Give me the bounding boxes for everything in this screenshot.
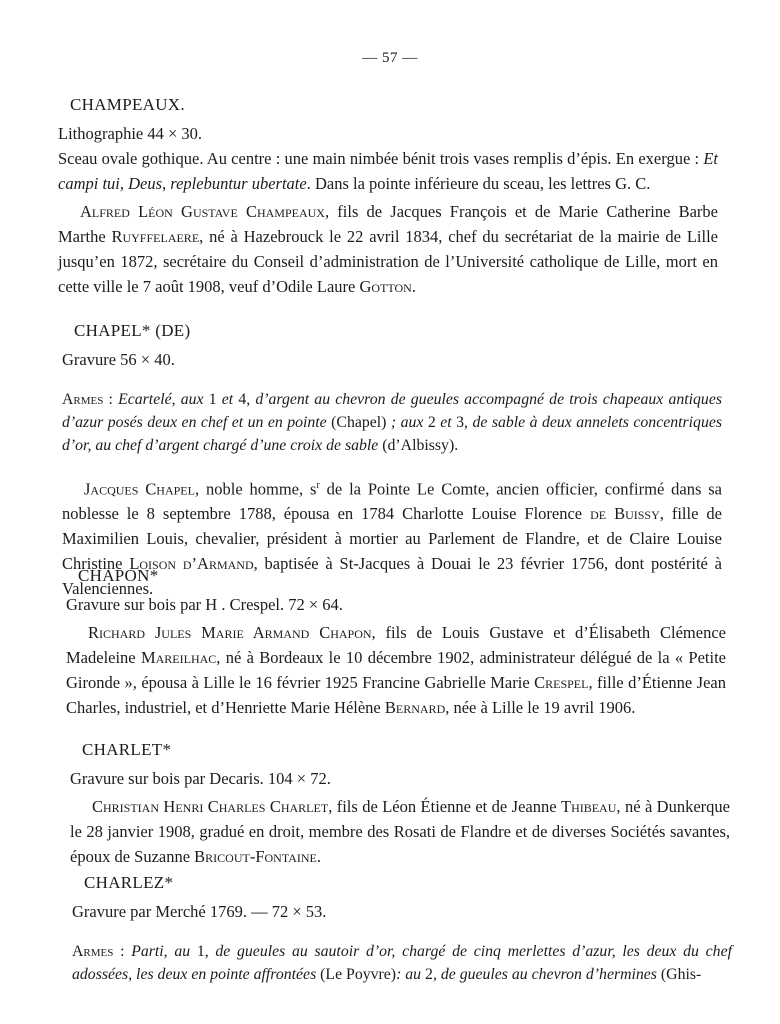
text-run: : xyxy=(103,390,119,408)
text-run: Richard Jules Marie Armand Chapon xyxy=(88,623,372,642)
entry-heading: CHAMPEAUX. xyxy=(70,95,185,114)
text-run: , d’argent au chevron de gueules accompagné de trois chapeaux antiques d’azur posés deux en chef et un en pointe xyxy=(62,390,722,431)
text-run: , xyxy=(119,174,129,193)
entry-biography xyxy=(66,620,726,720)
entry-heading: CHARLET* xyxy=(82,740,172,759)
text-run: Mareilhac xyxy=(140,648,217,667)
text-run: , baptisée à St-Jacques à Douai le 23 février 1756, dont postérité à Valenciennes. xyxy=(62,554,723,599)
text-run: Crespel xyxy=(534,673,589,692)
entry-dimensions: Gravure sur bois par H . Crespel. 72 × 64. xyxy=(66,595,343,614)
text-run: Bernard xyxy=(384,698,446,717)
entry-dimensions: Gravure sur bois par Decaris. 104 × 72. xyxy=(70,769,331,788)
text-run: 4 xyxy=(238,390,247,408)
text-run: r xyxy=(316,479,320,491)
entry-biography xyxy=(70,794,730,869)
text-run: Ruyffelaere xyxy=(111,227,200,246)
text-run: . xyxy=(316,847,321,866)
text-run: 2 xyxy=(425,965,433,983)
text-run: . xyxy=(411,277,416,296)
text-run: Ecartelé, aux xyxy=(118,390,209,408)
text-run: , xyxy=(162,174,171,193)
text-run: replebuntur ubertate xyxy=(170,174,307,193)
text-run: , fils de Léon Étienne et de Jeanne xyxy=(328,797,561,816)
text-run: , de gueules au sautoir d’or, chargé de cinq merlettes d’azur, les deux du chef adossées, les deux en pointe affrontées xyxy=(72,942,732,983)
text-run: : au xyxy=(396,965,426,983)
text-run: Et campi tui xyxy=(58,149,718,193)
text-run: , de gueules au chevron d’hermines xyxy=(432,965,661,983)
text-run: Thibeau xyxy=(560,797,617,816)
text-run: , né à Hazebrouck le 22 avril 1834, chef du secrétariat de la mairie de Lille jusqu’en 1872, secrétaire du Conseil d’administration de l’Université catholique de Lille, mort en cette ville le 7 août 1908, veuf d’Odile Laure xyxy=(58,227,718,296)
text-run: , né à Dunkerque le 28 janvier 1908, gradué en droit, membre des Rosati de Flandre et de diverses Sociétés savantes, époux de Suzanne xyxy=(70,797,730,866)
text-run: , fille de Maximilien Louis, chevalier, président à mortier au Parlement de Flandre, et de Claire Louise Christine xyxy=(62,504,722,574)
entry-armes xyxy=(62,388,722,457)
entry-description xyxy=(58,146,718,196)
entry-dimensions: Gravure par Merché 1769. — 72 × 53. xyxy=(72,902,327,921)
text-run: 3 xyxy=(456,413,465,431)
entry-heading: CHAPON* xyxy=(78,566,159,585)
text-run: , de sable à deux annelets concentriques d’or, au chef d’argent chargé d’une croix de sable xyxy=(62,413,722,454)
text-run: Armes xyxy=(62,390,104,408)
text-run: , fils de Jacques François et de Marie Catherine Barbe Marthe xyxy=(58,202,718,246)
text-run: Parti, au xyxy=(131,942,197,960)
text-run: Bricout-Fontaine xyxy=(194,847,317,866)
text-run: et xyxy=(435,413,457,431)
text-run: . xyxy=(454,436,459,454)
entry-charlez xyxy=(72,873,732,1002)
entry-biography xyxy=(58,199,718,299)
text-run: , fils de Louis Gustave et d’Élisabeth Clémence Madeleine xyxy=(66,623,726,667)
entry-armes xyxy=(72,940,732,986)
text-run: (Le Poyvre) xyxy=(320,965,397,983)
entry-dimensions: Lithographie 44 × 30. xyxy=(58,124,203,143)
page-number: — 57 — xyxy=(362,50,418,66)
text-run: , né à Bordeaux le 10 décembre 1902, administrateur délégué de la « Petite Gironde », épousa à Lille le 16 février 1925 Francine Gabrielle Marie xyxy=(66,648,726,692)
text-run: (Chapel) xyxy=(331,413,387,431)
text-run: Sceau ovale gothique. Au centre : une main nimbée bénit trois vases remplis d’épis. En exergue : xyxy=(58,149,704,168)
text-run: : xyxy=(113,942,132,960)
entry-heading: CHAPEL* (DE) xyxy=(74,321,191,340)
entry-chapon xyxy=(66,566,726,720)
text-run: (Ghis- xyxy=(660,965,702,983)
entry-dimensions: Gravure 56 × 40. xyxy=(62,350,175,369)
text-run: 1 xyxy=(208,390,217,408)
text-run: Deus xyxy=(128,174,163,193)
text-run: Jacques Chapel xyxy=(84,479,195,499)
text-run: Alfred Léon Gustave Champeaux xyxy=(80,202,325,221)
text-run: (d’Albissy) xyxy=(382,436,455,454)
text-run: et xyxy=(216,390,239,408)
entry-champeaux xyxy=(58,95,718,299)
text-run: , noble homme, s xyxy=(194,479,317,499)
text-run: Gotton xyxy=(359,277,412,296)
text-run: de Buissy xyxy=(590,504,660,524)
text-run: 2 xyxy=(427,413,436,431)
entry-chapel xyxy=(62,321,722,601)
text-run: ; aux xyxy=(386,413,428,431)
text-run: Armes xyxy=(72,942,114,960)
text-run: 1 xyxy=(196,942,205,960)
text-run: . Dans la pointe inférieure du sceau, les lettres G. C. xyxy=(306,174,651,193)
text-run: Christian Henri Charles Charlet xyxy=(92,797,329,816)
text-run: de la Pointe Le Comte, ancien officier, confirmé dans sa noblesse le 8 septembre 1788, épousa en 1784 Charlotte Louise Florence xyxy=(62,479,722,524)
text-run: , née à Lille le 19 avril 1906. xyxy=(445,698,636,717)
entry-charlet xyxy=(70,740,730,869)
text-run: Loison d’Armand xyxy=(129,554,254,574)
entry-heading: CHARLEZ* xyxy=(84,873,174,892)
text-run: , fille d’Étienne Jean Charles, industriel, et d’Henriette Marie Hélène xyxy=(66,673,726,717)
